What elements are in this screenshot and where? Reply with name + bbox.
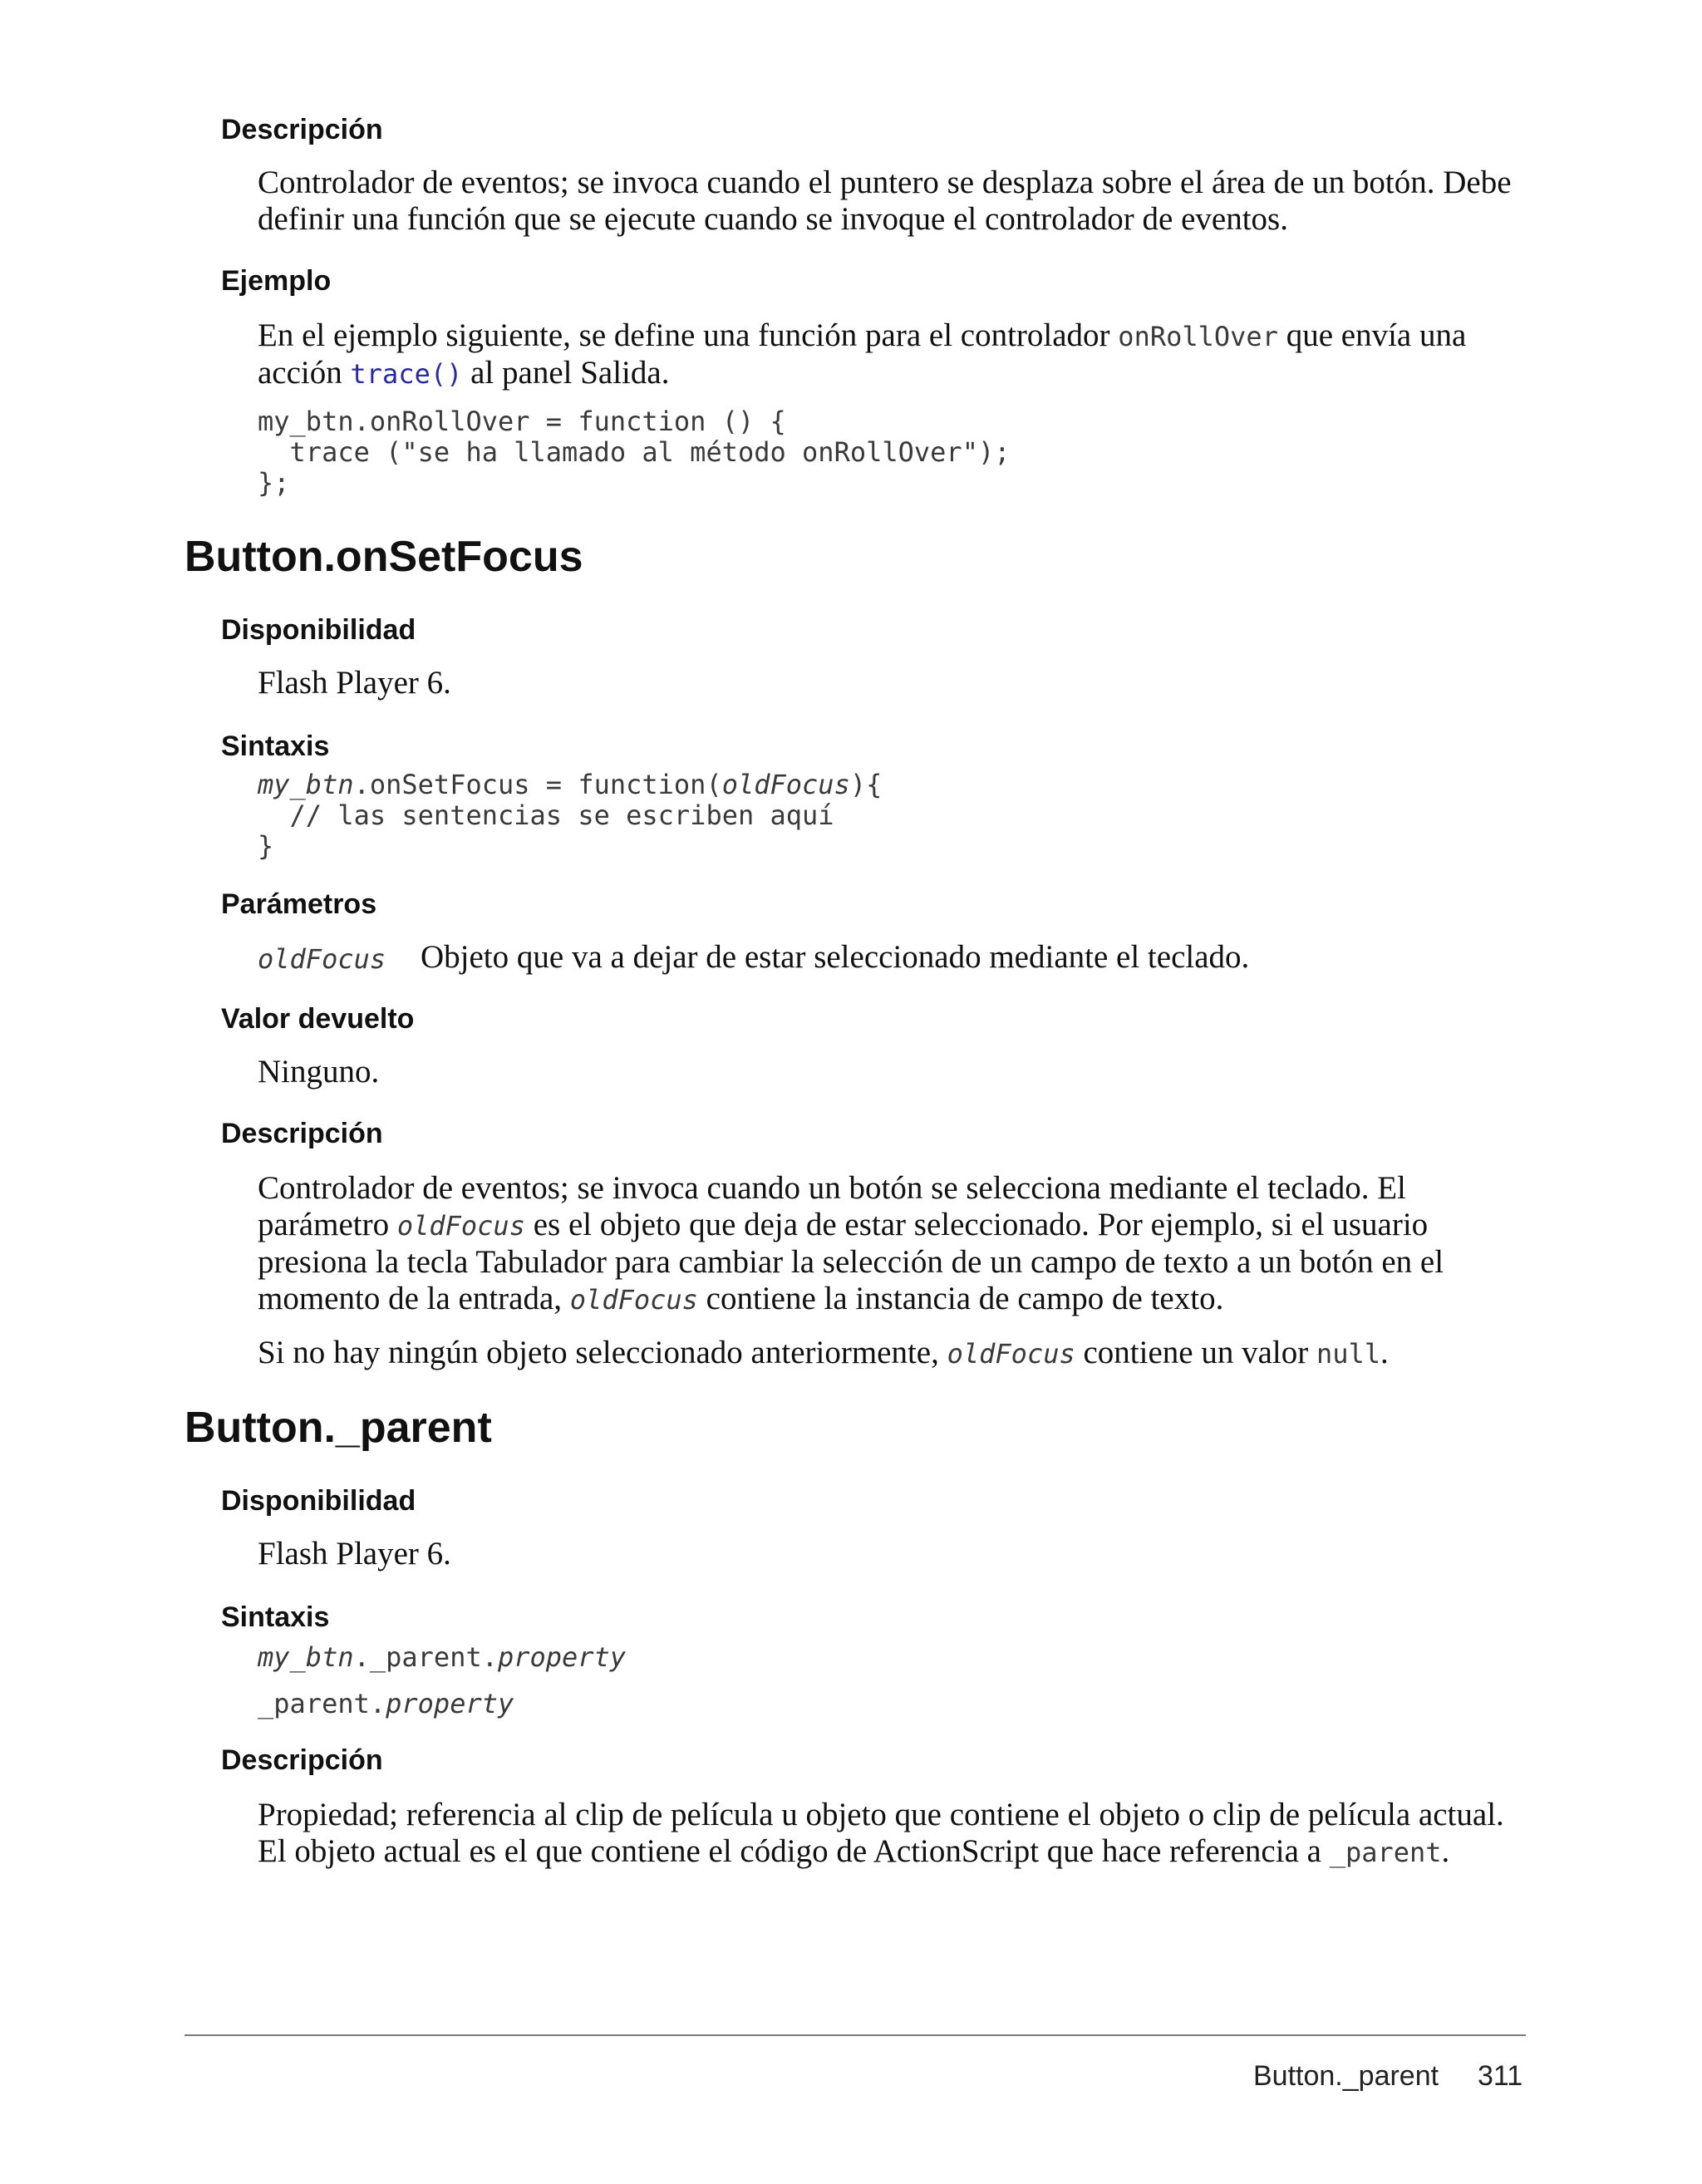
code-object: my_btn bbox=[258, 1641, 354, 1673]
section-title-onsetfocus: Button.onSetFocus bbox=[184, 533, 583, 581]
param-name: oldFocus bbox=[258, 943, 386, 975]
ejemplo-heading: Ejemplo bbox=[221, 265, 332, 297]
descripcion-heading: Descripción bbox=[221, 114, 383, 145]
code-line: my_btn.onRollOver = function () { bbox=[258, 406, 786, 437]
section-title-parent: Button._parent bbox=[184, 1404, 492, 1452]
sintaxis-heading: Sintaxis bbox=[221, 1601, 330, 1633]
inline-code: oldFocus bbox=[396, 1210, 525, 1242]
disponibilidad-heading: Disponibilidad bbox=[221, 1485, 416, 1517]
valor-devuelto-text: Ninguno. bbox=[258, 1054, 380, 1090]
text-part: es el objeto que deja de estar seleccionado. Por ejemplo, si el usuario presiona la tecla Tabulador para cambiar la selección de un campo de texto a un botón en el momento de la entrada, bbox=[258, 1207, 1444, 1316]
text-part: . bbox=[1380, 1335, 1389, 1370]
ejemplo-text-part: al panel Salida. bbox=[462, 355, 670, 391]
descripcion-text-2 bbox=[258, 1335, 1537, 1372]
text-part: Controlador de eventos; se invoca cuando un botón se selecciona mediante el teclado. El parámetro bbox=[258, 1170, 1406, 1242]
inline-code: oldFocus bbox=[947, 1338, 1075, 1370]
inline-code: null bbox=[1316, 1338, 1381, 1370]
code-object: my_btn bbox=[258, 769, 354, 800]
text-part: Propiedad; referencia al clip de película u objeto que contiene el objeto o clip de película actual. El objeto actual es el que contiene el código de ActionScript que hace referencia a bbox=[258, 1797, 1504, 1869]
sintaxis-heading: Sintaxis bbox=[221, 730, 330, 762]
disponibilidad-text: Flash Player 6. bbox=[258, 1536, 451, 1572]
footer-divider bbox=[184, 2034, 1526, 2036]
code-property: property bbox=[497, 1641, 627, 1673]
valor-devuelto-heading: Valor devuelto bbox=[221, 1003, 415, 1035]
code-part: ){ bbox=[849, 769, 883, 800]
text-part: contiene la instancia de campo de texto. bbox=[697, 1281, 1224, 1316]
param-description: Objeto que va a dejar de estar seleccionado mediante el teclado. bbox=[421, 939, 1250, 975]
code-line bbox=[258, 770, 882, 800]
page-number: 311 bbox=[1478, 2060, 1523, 2092]
code-part: .onSetFocus = function( bbox=[353, 769, 722, 800]
descripcion-text bbox=[258, 1797, 1537, 1871]
ejemplo-text-part: En el ejemplo siguiente, se define una función para el controlador bbox=[258, 317, 1119, 353]
syntax-block bbox=[258, 770, 882, 862]
code-line: }; bbox=[258, 467, 290, 499]
descripcion-text bbox=[258, 1170, 1537, 1318]
inline-code: oldFocus bbox=[569, 1284, 698, 1316]
code-line: } bbox=[258, 830, 274, 862]
code-part: _parent. bbox=[258, 1688, 386, 1719]
ejemplo-text bbox=[258, 317, 1537, 392]
code-line: trace ("se ha llamado al método onRollOver"); bbox=[258, 436, 1011, 468]
descripcion-heading: Descripción bbox=[221, 1118, 383, 1149]
code-param: oldFocus bbox=[721, 769, 850, 800]
descripcion-heading: Descripción bbox=[221, 1744, 383, 1776]
descripcion-text: Controlador de eventos; se invoca cuando el puntero se desplaza sobre el área de un botón. Debe definir una función que se ejecute cuando se invoque el controlador de eventos. bbox=[258, 165, 1512, 237]
footer-title: Button._parent bbox=[1253, 2060, 1439, 2092]
inline-code: onRollOver bbox=[1118, 321, 1278, 352]
disponibilidad-text: Flash Player 6. bbox=[258, 665, 451, 701]
text-part: . bbox=[1441, 1833, 1450, 1869]
syntax-line-1 bbox=[258, 1642, 626, 1673]
ejemplo-text-part: que envía una acción bbox=[258, 317, 1467, 391]
code-example bbox=[258, 406, 1010, 499]
disponibilidad-heading: Disponibilidad bbox=[221, 614, 416, 646]
syntax-line-2 bbox=[258, 1689, 514, 1719]
text-part: contiene un valor bbox=[1075, 1335, 1316, 1370]
trace-link[interactable]: trace() bbox=[350, 358, 463, 390]
parametros-heading: Parámetros bbox=[221, 888, 377, 920]
code-part: ._parent. bbox=[353, 1641, 498, 1673]
code-property: property bbox=[386, 1688, 514, 1719]
text-part: Si no hay ningún objeto seleccionado anteriormente, bbox=[258, 1335, 947, 1370]
code-line: // las sentencias se escriben aquí bbox=[258, 799, 834, 831]
inline-code: _parent bbox=[1329, 1837, 1442, 1868]
